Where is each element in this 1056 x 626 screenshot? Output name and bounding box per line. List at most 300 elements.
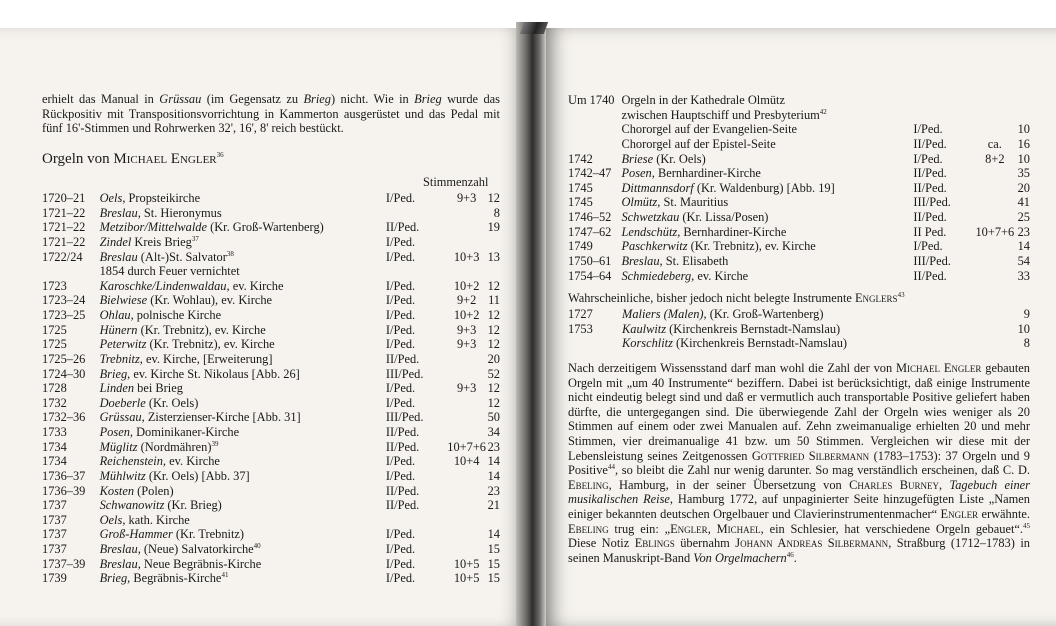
row-stop-count: 11 bbox=[488, 293, 500, 308]
row-location-detail: (Nordmähren) bbox=[137, 439, 212, 454]
row-manuals: II/Ped. bbox=[385, 425, 420, 439]
row-place: Metzibor/Mittelwalde bbox=[99, 220, 207, 235]
row-year: 1723–25 bbox=[42, 308, 86, 322]
row-manuals: II/Ped. bbox=[913, 166, 947, 181]
row-manuals bbox=[386, 206, 447, 221]
intro-text: (im Gegensatz zu bbox=[201, 92, 304, 106]
row-stop-count: 12 bbox=[487, 395, 500, 410]
row-registers bbox=[447, 513, 486, 528]
row-location bbox=[621, 152, 913, 167]
row-place: Breslau, bbox=[99, 556, 141, 571]
row-location-detail: polnische Kirche bbox=[133, 308, 222, 322]
row-manuals: I/Ped. bbox=[913, 122, 943, 137]
probable-instruments-heading bbox=[568, 291, 1030, 306]
row-stop-count: 13 bbox=[487, 249, 500, 264]
row-location-detail: (Kr. Brieg) bbox=[164, 498, 222, 513]
closing-text: (1783–1753): 37 Orgeln und 9 Positive bbox=[568, 448, 1031, 478]
table-row bbox=[42, 484, 500, 499]
row-manuals: III/Ped. bbox=[385, 410, 424, 425]
row-place: Korschlitz bbox=[622, 336, 673, 351]
row-registers bbox=[975, 210, 1014, 225]
person-name: Johann Andreas Silbermann bbox=[735, 536, 889, 551]
footnote-ref: 40 bbox=[253, 541, 261, 550]
row-registers: 10+3 bbox=[453, 249, 480, 264]
row-stop-count bbox=[1014, 93, 1030, 108]
row-manuals: I/Ped. bbox=[385, 571, 416, 586]
row-location-detail: (Neue) Salvatorkirche bbox=[140, 542, 254, 556]
row-location bbox=[100, 191, 386, 206]
row-place: Bielwiese bbox=[99, 293, 148, 308]
row-registers bbox=[447, 425, 486, 440]
row-location-detail: (Kr. Trebnitz), ev. Kirche bbox=[687, 239, 816, 254]
row-location bbox=[621, 269, 913, 284]
row-year: 1737 bbox=[42, 542, 67, 556]
row-registers bbox=[975, 181, 1014, 196]
row-place: Grüssau, bbox=[99, 410, 145, 425]
row-manuals: II Ped. bbox=[913, 224, 947, 239]
row-year: 1732–36 bbox=[42, 410, 86, 425]
row-manuals: I/Ped. bbox=[385, 234, 416, 249]
table-row bbox=[568, 122, 1030, 137]
row-year: 1737 bbox=[42, 498, 67, 513]
table-row bbox=[42, 498, 500, 513]
row-manuals: III/Ped. bbox=[385, 366, 424, 381]
row-location-detail: Begräbnis-Kirche bbox=[130, 571, 222, 586]
table-row bbox=[42, 367, 500, 382]
organ-list-table bbox=[42, 191, 500, 586]
table-row bbox=[568, 152, 1030, 167]
row-location-detail: (Kr. Trebnitz) bbox=[172, 527, 245, 542]
row-location bbox=[621, 225, 913, 240]
probable-instruments-table bbox=[568, 307, 1030, 351]
footnote-ref: 39 bbox=[211, 439, 219, 448]
table-row bbox=[568, 166, 1030, 181]
table-row bbox=[568, 336, 1030, 351]
row-location-detail: 1854 durch Feuer vernichtet bbox=[99, 264, 240, 279]
table-row bbox=[42, 250, 500, 265]
row-location-detail: Propsteikirche bbox=[125, 191, 201, 205]
row-registers bbox=[975, 195, 1014, 210]
row-location bbox=[621, 108, 913, 123]
row-location-detail: (Kr. Groß-Wartenberg) bbox=[206, 220, 324, 235]
book-gutter bbox=[516, 22, 546, 626]
table-row bbox=[42, 206, 500, 221]
row-location-detail: Dominikaner-Kirche bbox=[133, 425, 240, 439]
person-name: Charles Burney bbox=[849, 477, 939, 492]
row-manuals: I/Ped. bbox=[385, 293, 416, 308]
table-row bbox=[42, 410, 500, 425]
row-place: Reichenstein, bbox=[99, 454, 167, 469]
row-manuals: II/Ped. bbox=[385, 498, 420, 513]
row-manuals: I/Ped. bbox=[385, 542, 416, 556]
footnote-ref: 44 bbox=[607, 463, 615, 472]
table-row bbox=[42, 571, 500, 586]
row-location-detail: (Kr. Trebnitz), ev. Kirche bbox=[137, 322, 266, 337]
row-registers: 10+2 bbox=[453, 308, 480, 322]
row-manuals: II/Ped. bbox=[385, 483, 420, 498]
row-registers: 10+5 bbox=[453, 571, 480, 586]
person-name: Michael Engler bbox=[896, 361, 982, 375]
row-registers: 10+2 bbox=[453, 278, 480, 293]
row-manuals: II/Ped. bbox=[385, 351, 420, 366]
row-manuals: I/Ped. bbox=[385, 468, 416, 483]
row-location-detail: (Alt-)St. Salvator bbox=[137, 249, 227, 264]
row-place: Trebnitz, bbox=[99, 351, 143, 366]
row-location bbox=[621, 254, 913, 269]
row-place: Posen, bbox=[621, 166, 655, 181]
row-stop-count: 9 bbox=[1023, 307, 1030, 321]
row-manuals: II/Ped. bbox=[385, 439, 420, 454]
table-row bbox=[568, 137, 1030, 152]
row-location bbox=[100, 557, 386, 572]
row-stop-count: 33 bbox=[1017, 268, 1030, 283]
row-registers bbox=[975, 93, 1014, 108]
table-row bbox=[568, 254, 1030, 269]
row-location bbox=[621, 195, 913, 210]
row-stop-count: 14 bbox=[487, 527, 500, 542]
person-name: Gottfried Silbermann bbox=[751, 448, 870, 463]
row-year: 1750–61 bbox=[568, 253, 612, 268]
row-stop-count: 12 bbox=[487, 337, 500, 352]
row-place: Olmütz, bbox=[621, 195, 661, 210]
row-stop-count: 12 bbox=[487, 381, 500, 396]
row-location-detail: Neue Begräbnis-Kirche bbox=[140, 556, 262, 571]
row-year bbox=[568, 122, 621, 137]
row-stop-count: 21 bbox=[487, 498, 500, 513]
row-location-detail: ev. Kirche bbox=[166, 454, 220, 469]
row-registers bbox=[975, 239, 1014, 254]
row-manuals: I/Ped. bbox=[913, 151, 943, 166]
row-registers bbox=[975, 269, 1014, 284]
row-location bbox=[100, 484, 386, 499]
section-heading bbox=[42, 151, 224, 168]
row-year: 1733 bbox=[42, 425, 67, 439]
table-row bbox=[42, 308, 500, 323]
row-registers bbox=[975, 122, 1014, 137]
table-row bbox=[568, 322, 1030, 337]
intro-place-grussau: Grüssau bbox=[159, 92, 202, 106]
row-stop-count: 23 bbox=[487, 483, 500, 498]
row-location bbox=[622, 322, 1014, 337]
row-manuals: I/Ped. bbox=[385, 381, 416, 396]
table-row bbox=[568, 181, 1030, 196]
row-stop-count: 16 bbox=[1017, 136, 1030, 151]
row-place: Dittmannsdorf bbox=[621, 180, 694, 195]
closing-text: , ein Schlesier, hat verschiedene Orgeln gebauet“. bbox=[760, 521, 1023, 536]
gutter-shadow bbox=[520, 22, 548, 34]
row-manuals: I/Ped. bbox=[385, 454, 416, 469]
row-location-detail: ev. Kirche bbox=[229, 278, 284, 293]
row-registers bbox=[447, 396, 486, 411]
row-stop-count: 15 bbox=[487, 571, 500, 586]
row-location bbox=[621, 239, 913, 254]
row-registers bbox=[447, 410, 486, 425]
row-registers: 8+2 bbox=[985, 151, 1005, 166]
organ-list-table-continued bbox=[568, 93, 1030, 283]
table-row bbox=[568, 195, 1030, 210]
row-year: 1739 bbox=[42, 571, 67, 586]
row-place: Groß-Hammer bbox=[99, 527, 173, 542]
row-location-detail: ev. Kirche, [Erweiterung] bbox=[142, 351, 273, 366]
row-manuals: I/Ped. bbox=[385, 308, 416, 322]
row-location bbox=[100, 381, 386, 396]
table-row bbox=[42, 469, 500, 484]
row-location-detail: Bernhardiner-Kirche bbox=[680, 224, 787, 239]
footnote-ref: 45 bbox=[1022, 521, 1030, 530]
row-stop-count: 10 bbox=[1017, 151, 1030, 166]
row-manuals bbox=[913, 108, 975, 123]
closing-text: . bbox=[793, 550, 797, 565]
row-registers bbox=[447, 498, 486, 513]
row-place: Breslau bbox=[99, 249, 138, 264]
row-registers: 9+3 bbox=[456, 337, 477, 352]
row-location-detail: Bernhardiner-Kirche bbox=[654, 166, 761, 181]
heading-prefix: Orgeln von bbox=[42, 151, 114, 167]
row-year: 1720–21 bbox=[42, 191, 86, 205]
row-year: 1724–30 bbox=[42, 366, 86, 381]
row-stop-count bbox=[486, 513, 500, 528]
row-stop-count: 20 bbox=[487, 351, 500, 366]
row-location bbox=[100, 308, 386, 323]
row-stop-count: 25 bbox=[1017, 210, 1030, 224]
row-place: Doeberle bbox=[99, 395, 146, 410]
row-location-detail: Orgeln in der Kathedrale Olmütz bbox=[621, 93, 785, 107]
row-location bbox=[100, 410, 386, 425]
heading-name: Michael Engler bbox=[113, 151, 217, 167]
row-manuals bbox=[913, 93, 975, 108]
row-year bbox=[568, 336, 622, 351]
person-name: Michael bbox=[716, 521, 761, 536]
row-registers: 9+3 bbox=[456, 381, 477, 396]
row-place: Schmiedeberg, bbox=[621, 268, 695, 283]
row-location bbox=[621, 137, 913, 152]
row-stop-count: 10 bbox=[1017, 122, 1030, 137]
row-place: Schwanowitz bbox=[99, 498, 165, 513]
row-registers bbox=[975, 166, 1014, 181]
table-row bbox=[42, 513, 500, 528]
row-registers bbox=[447, 206, 486, 221]
row-stop-count: 54 bbox=[1017, 253, 1030, 268]
table-row bbox=[42, 425, 500, 440]
closing-text: erwähnte. bbox=[978, 506, 1030, 521]
row-stop-count: 8 bbox=[493, 205, 500, 220]
row-place: Karoschke/Lindenwaldau, bbox=[99, 278, 230, 293]
row-location-detail: (Kr. Oels) bbox=[145, 395, 199, 410]
row-place: Zindel bbox=[99, 234, 132, 249]
row-year: 1723 bbox=[42, 278, 67, 293]
row-location-detail: ev. Kirche St. Nikolaus [Abb. 26] bbox=[130, 366, 300, 381]
row-stop-count: 14 bbox=[1017, 239, 1030, 254]
row-location bbox=[621, 210, 913, 225]
table-row bbox=[42, 264, 500, 279]
row-registers bbox=[975, 108, 1014, 123]
footnote-ref: 36 bbox=[216, 151, 224, 159]
closing-text: Diese Notiz bbox=[568, 536, 635, 551]
row-location bbox=[622, 307, 1014, 322]
table-row bbox=[42, 235, 500, 250]
intro-paragraph bbox=[42, 92, 500, 136]
row-manuals: I/Ped. bbox=[385, 395, 416, 410]
table-row bbox=[42, 381, 500, 396]
row-manuals: II/Ped. bbox=[913, 268, 947, 283]
person-name: Eblings bbox=[634, 536, 675, 551]
table-row bbox=[568, 108, 1030, 123]
row-location bbox=[100, 279, 386, 294]
table-row bbox=[568, 307, 1030, 322]
row-manuals: I/Ped. bbox=[385, 322, 416, 337]
row-location bbox=[100, 352, 386, 367]
row-place: Briese bbox=[621, 151, 654, 166]
row-registers: 10+4 bbox=[453, 454, 480, 469]
row-year: Um 1740 bbox=[568, 93, 615, 107]
column-header-stimmenzahl: Stimmenzahl bbox=[423, 175, 489, 189]
row-location-detail: (Kirchenkreis Bernstadt-Namslau) bbox=[672, 336, 848, 351]
row-year: 1734 bbox=[42, 439, 67, 454]
row-year: 1721–22 bbox=[42, 220, 86, 235]
row-location bbox=[621, 93, 913, 108]
row-location-detail: bei Brieg bbox=[134, 381, 183, 396]
footnote-ref: 38 bbox=[226, 249, 234, 258]
row-location-detail: (Kr. Wohlau), ev. Kirche bbox=[147, 293, 273, 308]
row-location bbox=[100, 337, 386, 352]
row-stop-count: 12 bbox=[487, 191, 500, 205]
row-year: 1737 bbox=[42, 527, 67, 542]
row-registers bbox=[447, 527, 486, 542]
row-place: Peterwitz bbox=[99, 337, 147, 352]
row-place: Hünern bbox=[99, 322, 138, 337]
row-year: 1721–22 bbox=[42, 205, 86, 220]
row-location bbox=[100, 513, 386, 528]
row-location-detail: St. Mauritius bbox=[660, 195, 729, 210]
row-location-detail: (Kr. Lissa/Posen) bbox=[679, 210, 769, 224]
row-stop-count bbox=[486, 235, 500, 250]
row-manuals: III/Ped. bbox=[913, 195, 951, 210]
row-location-detail: ev. Kirche bbox=[694, 268, 749, 283]
footnote-ref: 46 bbox=[786, 550, 794, 559]
row-registers bbox=[447, 484, 486, 499]
closing-text: trug ein: „ bbox=[608, 521, 671, 536]
row-location bbox=[100, 498, 386, 513]
row-year: 1727 bbox=[568, 307, 593, 321]
row-location-detail: (Kr. Waldenburg) [Abb. 19] bbox=[693, 180, 835, 195]
row-registers: 10+5 bbox=[453, 556, 480, 571]
row-location bbox=[100, 396, 386, 411]
row-year: 1745 bbox=[568, 195, 593, 210]
row-year: 1725–26 bbox=[42, 351, 86, 366]
row-year: 1742–47 bbox=[568, 166, 612, 181]
row-manuals: I/Ped. bbox=[385, 527, 416, 542]
row-place: Oels, bbox=[99, 512, 126, 527]
row-location bbox=[100, 469, 386, 484]
row-year: 1754–64 bbox=[568, 268, 612, 283]
row-place: Brieg, bbox=[99, 366, 131, 381]
closing-text: , Hamburg, in der seiner Übersetzung von bbox=[608, 477, 850, 492]
row-location-detail: (Kr. Oels) bbox=[653, 151, 706, 166]
row-place: Müglitz bbox=[99, 439, 138, 454]
row-place: Ohlau, bbox=[99, 308, 134, 322]
row-stop-count: 23 bbox=[1017, 224, 1030, 239]
intro-text: erhielt das Manual in bbox=[42, 92, 160, 106]
row-manuals: II/Ped. bbox=[913, 210, 947, 224]
row-stop-count: 50 bbox=[487, 410, 500, 425]
closing-text: , Straßburg (1712–1783) in seinen Manuskript-Band bbox=[568, 536, 1030, 565]
intro-text: ) nicht. Wie in bbox=[330, 92, 415, 106]
person-name: Ebeling bbox=[568, 521, 609, 536]
row-registers bbox=[447, 469, 486, 484]
row-registers: 9+3 bbox=[456, 322, 477, 337]
row-manuals: II/Ped. bbox=[913, 180, 947, 195]
row-place: Schwetzkau bbox=[621, 210, 680, 224]
row-place: Mühlwitz bbox=[99, 468, 146, 483]
row-stop-count: 34 bbox=[487, 425, 500, 439]
intro-place-brieg: Brieg bbox=[303, 92, 331, 106]
row-year: 1721–22 bbox=[42, 234, 86, 249]
table-row bbox=[42, 337, 500, 352]
table-row bbox=[42, 220, 500, 235]
row-location bbox=[621, 122, 913, 137]
row-location bbox=[100, 250, 386, 265]
row-stop-count bbox=[1014, 108, 1030, 123]
row-place: Breslau, bbox=[621, 253, 663, 268]
row-location bbox=[100, 323, 386, 338]
row-manuals: I/Ped. bbox=[385, 191, 416, 205]
row-year: 1753 bbox=[568, 321, 593, 336]
row-year: 1745 bbox=[568, 180, 593, 195]
closing-paragraph bbox=[568, 361, 1030, 565]
row-manuals bbox=[386, 513, 447, 528]
row-location bbox=[100, 206, 386, 221]
table-row bbox=[42, 557, 500, 572]
row-location bbox=[100, 571, 386, 586]
row-stop-count: 12 bbox=[487, 308, 500, 322]
row-location bbox=[100, 220, 386, 235]
footnote-ref: 43 bbox=[897, 290, 905, 299]
row-stop-count: 14 bbox=[487, 468, 500, 483]
closing-text: gebauten Orgeln mit „um 40 Instrumente“ beziffern. Dabei ist berücksichtigt, daß einige Instrumente nicht eindeutig belegt sind und daß er vermutlich auch transportable Positive geliefert haben dürfte, die untergegangen sind. Die überwiegende Zahl der Orgeln wies weniger als 20 Stimmen auf einem oder zwei Manualen auf. Zehn zweimanualige erhielten 20 und mehr Stimmen, vier dreimanualige 41 bzw. um 50 Stimmen. Vergleichen wir diese mit der Lebensleistung seines Zeitgenossen bbox=[568, 361, 1030, 463]
row-registers: 10+7+6 bbox=[975, 224, 1015, 239]
intro-place-brieg: Brieg bbox=[414, 92, 442, 106]
row-manuals: I/Ped. bbox=[385, 556, 416, 571]
row-stop-count: 15 bbox=[487, 556, 500, 571]
row-location bbox=[100, 542, 386, 557]
table-row bbox=[42, 323, 500, 338]
row-year: 1736–37 bbox=[42, 468, 86, 483]
intro-text: wurde das Rückpositiv mit Transpositionsvorrichtung in Kammerton ausgerüstet und das Pedal mit fünf 16'-Stimmen und Rohrwerken 32', 16', 8' reich bestückt. bbox=[42, 92, 500, 136]
row-manuals bbox=[386, 264, 447, 279]
row-place: Maliers (Malen), bbox=[622, 307, 707, 321]
row-registers: ca. bbox=[987, 136, 1002, 151]
row-year bbox=[42, 264, 100, 279]
footnote-ref: 37 bbox=[191, 234, 199, 243]
row-manuals: I/Ped. bbox=[913, 239, 943, 254]
row-location-detail: St. Elisabeth bbox=[662, 253, 729, 268]
table-row bbox=[568, 239, 1030, 254]
row-location bbox=[100, 454, 386, 469]
row-year: 1737–39 bbox=[42, 556, 86, 571]
row-manuals: I/Ped. bbox=[385, 249, 416, 264]
row-place: Lendschütz, bbox=[621, 224, 681, 239]
row-location-detail: (Kr. Groß-Wartenberg) bbox=[706, 307, 824, 321]
row-location-detail: St. Hieronymus bbox=[140, 205, 222, 220]
row-registers bbox=[447, 235, 486, 250]
row-location bbox=[621, 166, 913, 181]
row-registers bbox=[975, 254, 1014, 269]
row-registers: 9+3 bbox=[456, 191, 477, 205]
row-year: 1747–62 bbox=[568, 224, 612, 239]
footnote-ref: 41 bbox=[221, 571, 229, 580]
row-manuals: II/Ped. bbox=[385, 220, 420, 235]
row-registers bbox=[447, 367, 486, 382]
